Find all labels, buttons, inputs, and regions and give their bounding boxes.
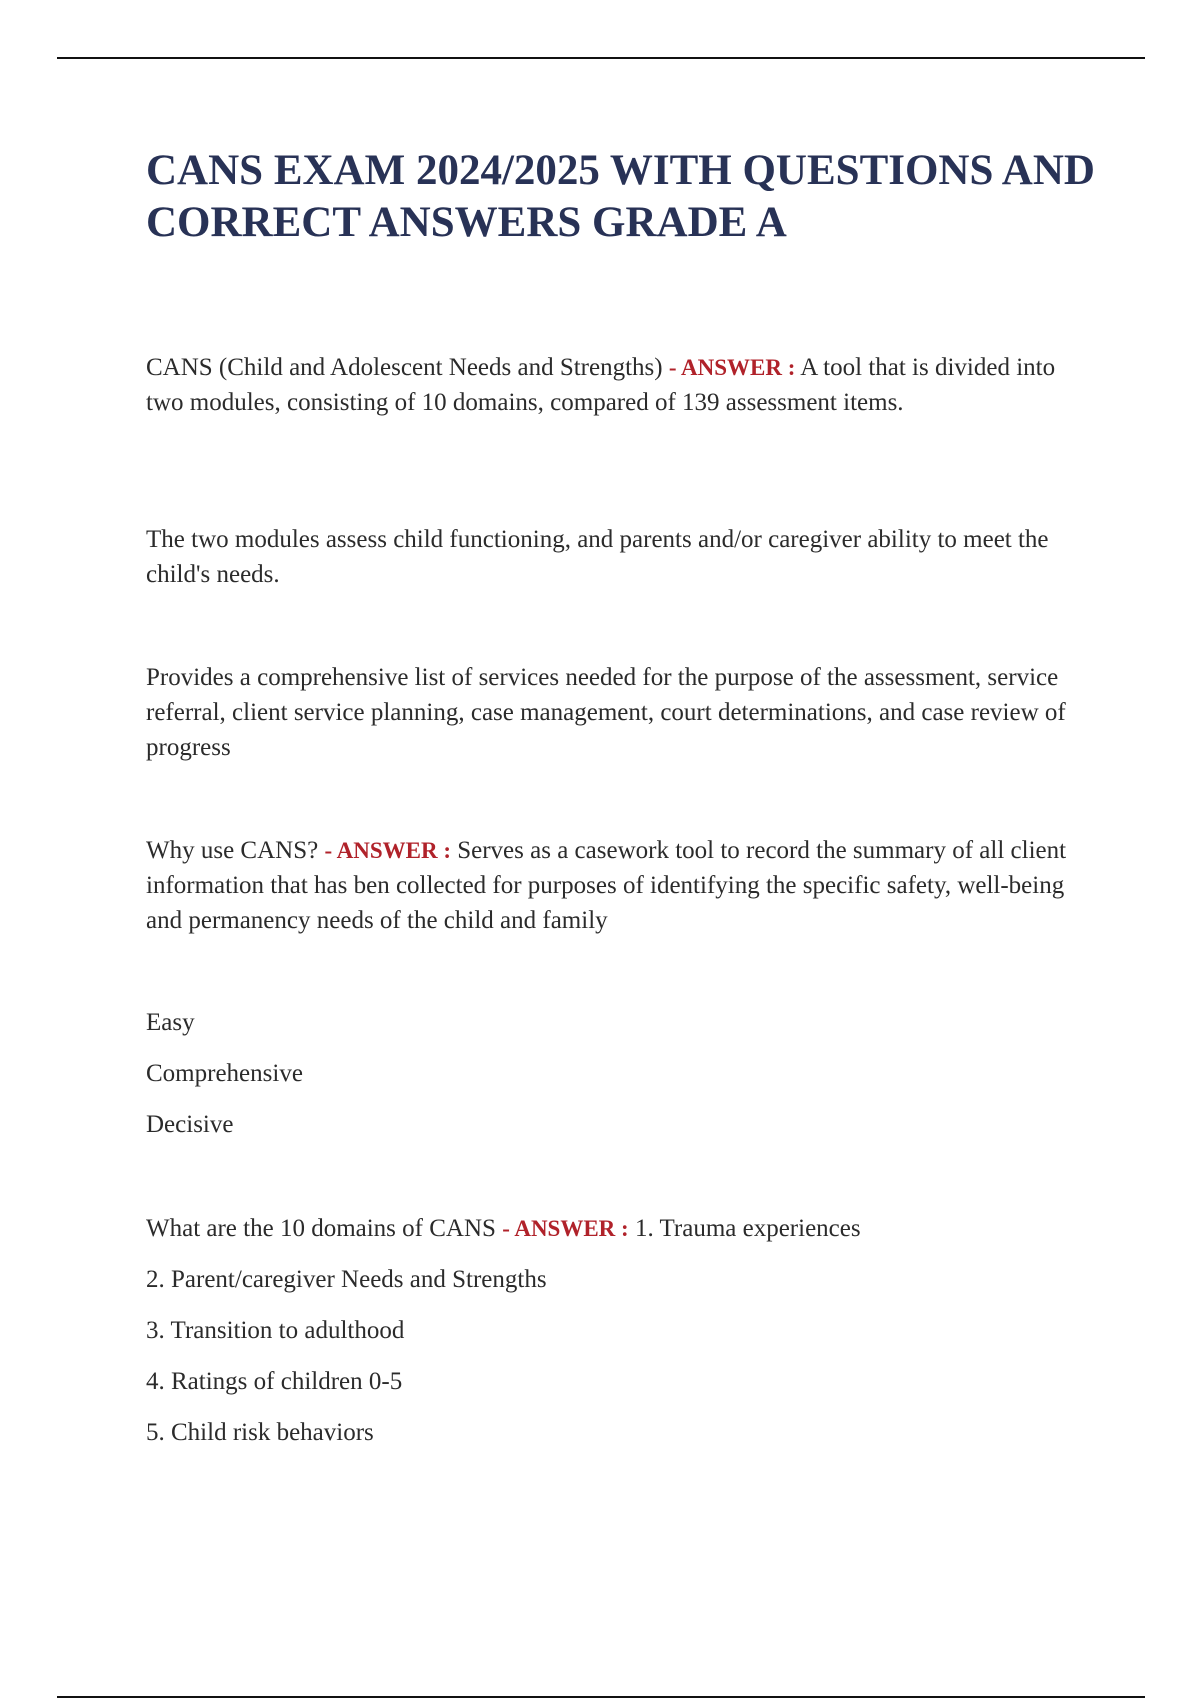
- paragraph-services-list: Provides a comprehensive list of services needed for the purpose of the assessment, service referral, client service planning, case management, court determinations, and case review of progress: [146, 664, 1066, 761]
- paragraph-two-modules: The two modules assess child functioning, and parents and/or caregiver ability to meet the child's needs.: [146, 526, 1049, 588]
- question-text: What are the 10 domains of CANS: [146, 1215, 496, 1242]
- question-text: CANS (Child and Adolescent Needs and Strengths): [146, 354, 663, 381]
- list-item: Easy: [146, 1009, 195, 1036]
- list-item: Decisive: [146, 1111, 234, 1138]
- question-text: Why use CANS?: [146, 837, 319, 864]
- domain-list-item: 3. Transition to adulthood: [146, 1317, 405, 1344]
- document-title: CANS EXAM 2024/2025 WITH QUESTIONS AND CORRECT ANSWERS GRADE A: [146, 147, 1095, 246]
- top-rule: [57, 57, 1145, 59]
- qa-item-cans-definition: [146, 350, 1096, 420]
- list-item: Comprehensive: [146, 1060, 303, 1087]
- domain-list-item: 4. Ratings of children 0-5: [146, 1368, 403, 1395]
- qa-item-why-use-cans: [146, 833, 1096, 938]
- domain-list-item: 5. Child risk behaviors: [146, 1419, 374, 1446]
- answer-marker: - ANSWER :: [324, 838, 451, 863]
- qa-item-ten-domains: [146, 1211, 1096, 1246]
- answer-text: 1. Trauma experiences: [634, 1215, 861, 1242]
- domain-list-item: 2. Parent/caregiver Needs and Strengths: [146, 1266, 547, 1293]
- bottom-rule: [57, 1696, 1145, 1698]
- answer-text: Serves as a casework tool to record the summary of all client information that has ben collected for purposes of identifying the specific safety, well-being and permanency needs of the child and family: [146, 837, 1067, 934]
- answer-marker: - ANSWER :: [502, 1216, 629, 1241]
- answer-marker: - ANSWER :: [668, 355, 796, 380]
- answer-text: A tool that is divided into two modules, consisting of 10 domains, compared of 139 assessment items.: [146, 354, 1056, 416]
